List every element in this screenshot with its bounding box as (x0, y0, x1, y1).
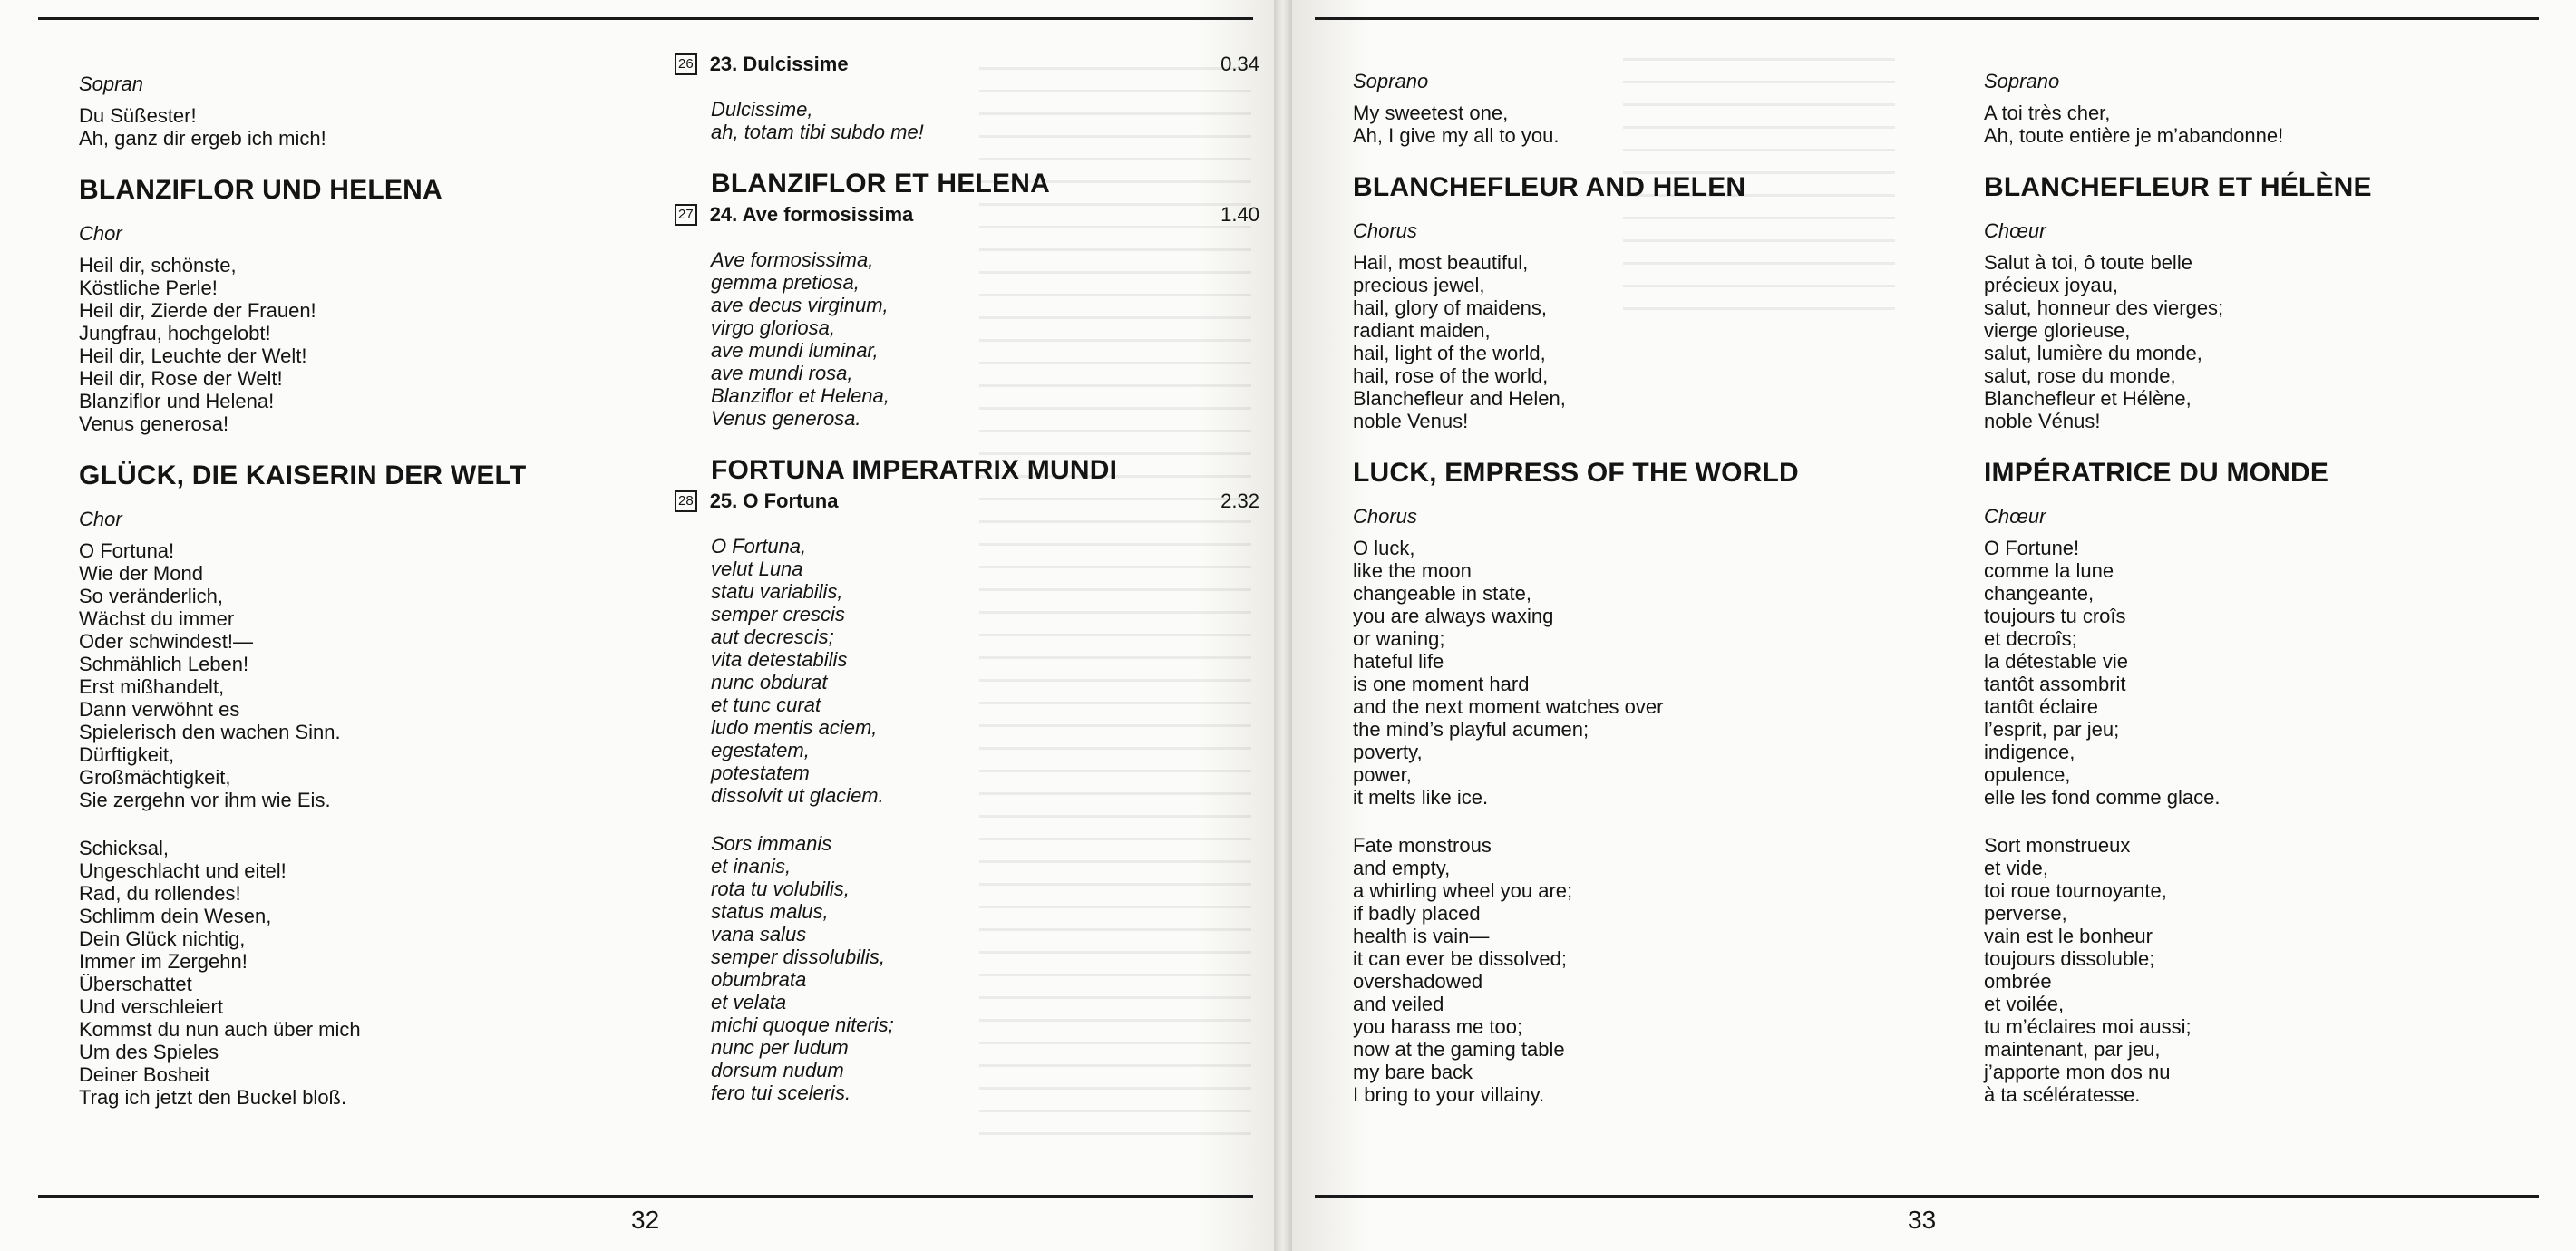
lyrics-verse: Ave formosissima, gemma pretiosa, ave decus virginum, virgo gloriosa, ave mundi luminar, ave mundi rosa, Blanziflor et Helena, Venus generosa. (711, 248, 889, 430)
lyrics-verse: Fate monstrous and empty, a whirling wheel you are; if badly placed health is vain— it can ever be dissolved; overshadowed and veiled you harass me too; now at the gaming table my bare back I bring to your villainy. (1353, 834, 1573, 1106)
lyrics-verse: Sort monstrueux et vide, toi roue tournoyante, perverse, vain est le bonheur toujours dissoluble; ombrée et voilée, tu m’éclaires moi aussi; maintenant, par jeu, j’apporte mon dos nu à ta scélératesse. (1984, 834, 2192, 1106)
lyrics-verse: Hail, most beautiful, precious jewel, hail, glory of maidens, radiant maiden, hail, light of the world, hail, rose of the world, Blanchefleur and Helen, noble Venus! (1353, 251, 1566, 432)
track-title: 25. O Fortuna (709, 490, 839, 512)
bottom-rule-right (1315, 1195, 2539, 1198)
track-number-badge: 28 (675, 490, 697, 512)
german-column (79, 73, 587, 1134)
lyrics-verse: Schicksal, Ungeschlacht und eitel! Rad, du rollendes! Schlimm dein Wesen, Dein Glück nichtig, Immer im Zergehn! Überschattet Und verschleiert Kommst du nun auch über mich Um des Spieles Deiner Bosheit Trag ich jetzt den Buckel bloß. (79, 837, 361, 1109)
section-title: BLANCHEFLEUR AND HELEN (1353, 172, 1746, 202)
section-title: FORTUNA IMPERATRIX MUNDI (711, 455, 1118, 485)
role-label: Soprano (1984, 70, 2060, 92)
track-duration: 0.34 (1220, 53, 1259, 75)
lyrics-verse: Du Süßester! Ah, ganz dir ergeb ich mich! (79, 104, 326, 150)
section-title: BLANZIFLOR UND HELENA (79, 175, 442, 205)
lyrics-verse: O Fortune! comme la lune changeante, toujours tu croîs et decroîs; la détestable vie tantôt assombrit tantôt éclaire l’esprit, par jeu; indigence, opulence, elle les fond comme glace. (1984, 537, 2221, 809)
english-column (1353, 70, 1897, 1131)
lyrics-verse: My sweetest one, Ah, I give my all to you. (1353, 102, 1560, 147)
latin-column (678, 53, 1259, 1130)
lyrics-verse: Sors immanis et inanis, rota tu volubilis, status malus, vana salus semper dissolubilis, obumbrata et velata michi quoque niteris; nunc per ludum dorsum nudum fero tui sceleris. (711, 832, 894, 1104)
role-label: Sopran (79, 73, 143, 95)
top-rule-right (1315, 17, 2539, 20)
track-duration: 2.32 (1220, 490, 1259, 512)
lyrics-verse: Heil dir, schönste, Köstliche Perle! Heil dir, Zierde der Frauen! Jungfrau, hochgelobt! Heil dir, Leuchte der Welt! Heil dir, Rose der Welt! Blanziflor und Helena! Venus generosa! (79, 254, 316, 435)
top-rule-left (38, 17, 1253, 20)
role-label: Chor (79, 222, 122, 245)
track-header (675, 490, 1259, 513)
track-header (675, 53, 1259, 76)
lyrics-verse: O Fortuna, velut Luna statu variabilis, semper crescis aut decrescis; vita detestabilis nunc obdurat et tunc curat ludo mentis aciem, egestatem, potestatem dissolvit ut glaciem. (711, 535, 884, 807)
track-duration: 1.40 (1220, 203, 1259, 226)
role-label: Chœur (1984, 219, 2046, 242)
book-gutter (1274, 0, 1292, 1251)
lyrics-verse: O Fortuna! Wie der Mond So veränderlich, Wächst du immer Oder schwindest!— Schmählich Leben! Erst mißhandelt, Dann verwöhnt es Spielerisch den wachen Sinn. Dürftigkeit, Großmächtigkeit, Sie zergehn vor ihm wie Eis. (79, 539, 341, 811)
lyrics-verse: Salut à toi, ô toute belle précieux joyau, salut, honneur des vierges; vierge glorieuse, salut, lumière du monde, salut, rose du monde, Blanchefleur et Hélène, noble Vénus! (1984, 251, 2224, 432)
track-number-badge: 26 (675, 53, 697, 75)
lyrics-verse: Dulcissime, ah, totam tibi subdo me! (711, 98, 924, 143)
page-number: 33 (1908, 1206, 1937, 1234)
section-title: IMPÉRATRICE DU MONDE (1984, 458, 2329, 488)
track-header (675, 203, 1259, 227)
track-number-badge: 27 (675, 204, 697, 226)
section-title: LUCK, EMPRESS OF THE WORLD (1353, 458, 1799, 488)
role-label: Soprano (1353, 70, 1429, 92)
bottom-rule-left (38, 1195, 1253, 1198)
lyrics-verse: O luck, like the moon changeable in state, you are always waxing or waning; hateful life is one moment hard and the next moment watches over the mind’s playful acumen; poverty, power, it melts like ice. (1353, 537, 1664, 809)
role-label: Chor (79, 508, 122, 530)
track-title: 23. Dulcissime (709, 53, 849, 75)
lyrics-verse: A toi très cher, Ah, toute entière je m’abandonne! (1984, 102, 2284, 147)
section-title: GLÜCK, DIE KAISERIN DER WELT (79, 461, 527, 490)
page-number: 32 (631, 1206, 660, 1234)
role-label: Chorus (1353, 505, 1417, 528)
track-title: 24. Ave formosissima (709, 203, 914, 226)
role-label: Chœur (1984, 505, 2046, 528)
section-title: BLANCHEFLEUR ET HÉLÈNE (1984, 172, 2372, 202)
role-label: Chorus (1353, 219, 1417, 242)
section-title: BLANZIFLOR ET HELENA (711, 169, 1050, 199)
french-column (1984, 70, 2528, 1131)
